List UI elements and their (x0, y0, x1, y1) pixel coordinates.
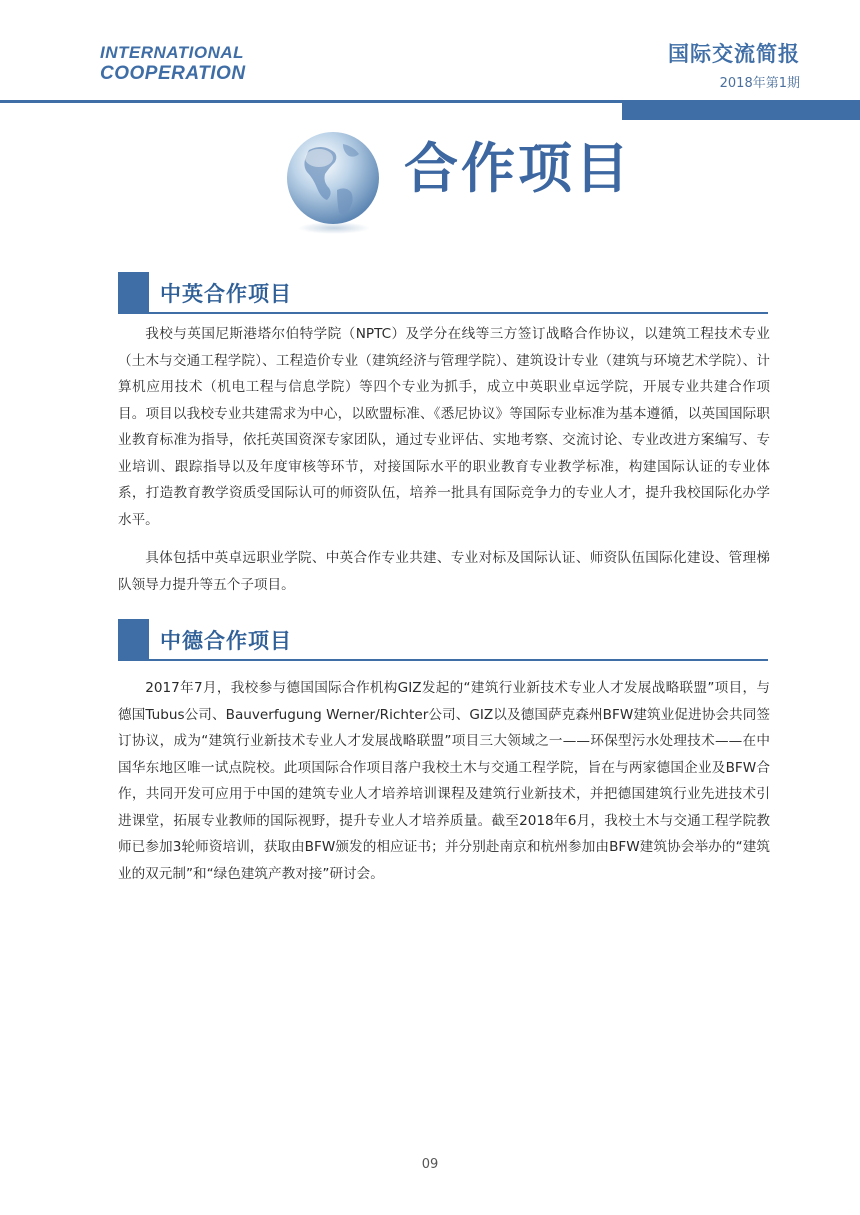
page-number: 09 (421, 1157, 439, 1172)
header-publication (668, 38, 800, 91)
section-marker (118, 619, 149, 661)
section-title: 中德合作项目 (160, 629, 292, 653)
paragraph: 我校与英国尼斯港塔尔伯特学院（NPTC）及学分在线等三方签订战略合作协议，以建筑工程技术专业（土木与交通工程学院）、工程造价专业（建筑经济与管理学院）、建筑设计专业（建筑与环境艺术学院）、计算机应用技术（机电工程与信息学院）等四个专业为抓手，成立中英职业卓远学院，开展专业共建合作项目。项目以我校专业共建需求为中心，以欧盟标准、《悉尼协议》等国际专业标准为基本遵循，以英国国际职业教育标准为指导，依托英国资深专家团队，通过专业评估、实地考察、交流讨论、专业改进方案编写、专业培训、跟踪指导以及年度审核等环节，对接国际水平的职业教育专业教学标准，构建国际认证的专业体系，打造教育教学资质受国际认可的师资队伍，培养一批具有国际竞争力的专业人才，提升我校国际化办学水平。 (118, 326, 770, 528)
header-english-title (100, 44, 246, 83)
paragraph: 具体包括中英卓远职业学院、中英合作专业共建、专业对标及国际认证、师资队伍国际化建设、管理梯队领导力提升等五个子项目。 (118, 550, 770, 593)
page-title: 合作项目 (404, 137, 632, 200)
section-underline (118, 659, 768, 661)
header-en-line2: COOPERATION (100, 63, 246, 84)
issue-label: 2018年第1期 (719, 76, 800, 91)
section-marker (118, 272, 149, 314)
paragraph: 2017年7月，我校参与德国国际合作机构GIZ发起的“建筑行业新技术专业人才发展战略联盟”项目，与德国Tubus公司、Bauverfugung Werner/Richter公司、GIZ以及德国萨克森州BFW建筑业促进协会共同签订协议，成为“建筑行业新技术专业人才发展战略联盟”项目三大领域之一——环保型污水处理技术——在中国华东地区唯一试点院校。此项国际合作项目落户我校土木与交通工程学院，旨在与两家德国企业及BFW合作，共同开发可应用于中国的建筑专业人才培养培训课程及建筑行业新技术，并把德国建筑行业先进技术引进课堂，拓展专业教师的国际视野，提升专业人才培养质量。截至2018年6月，我校土木与交通工程学院教师已参加3轮师资培训，获取由BFW颁发的相应证书；并分别赴南京和杭州参加由BFW建筑协会举办的“建筑业的双元制”和“绿色建筑产教对接”研讨会。 (118, 680, 770, 882)
section-heading-germany (118, 619, 768, 661)
section-underline (118, 312, 768, 314)
globe-icon (279, 128, 387, 236)
header-accent-bar (622, 103, 860, 120)
header-en-line1: INTERNATIONAL (100, 43, 245, 62)
publication-title: 国际交流简报 (668, 42, 800, 66)
section-heading-uk (118, 272, 768, 314)
section-title: 中英合作项目 (160, 282, 292, 306)
